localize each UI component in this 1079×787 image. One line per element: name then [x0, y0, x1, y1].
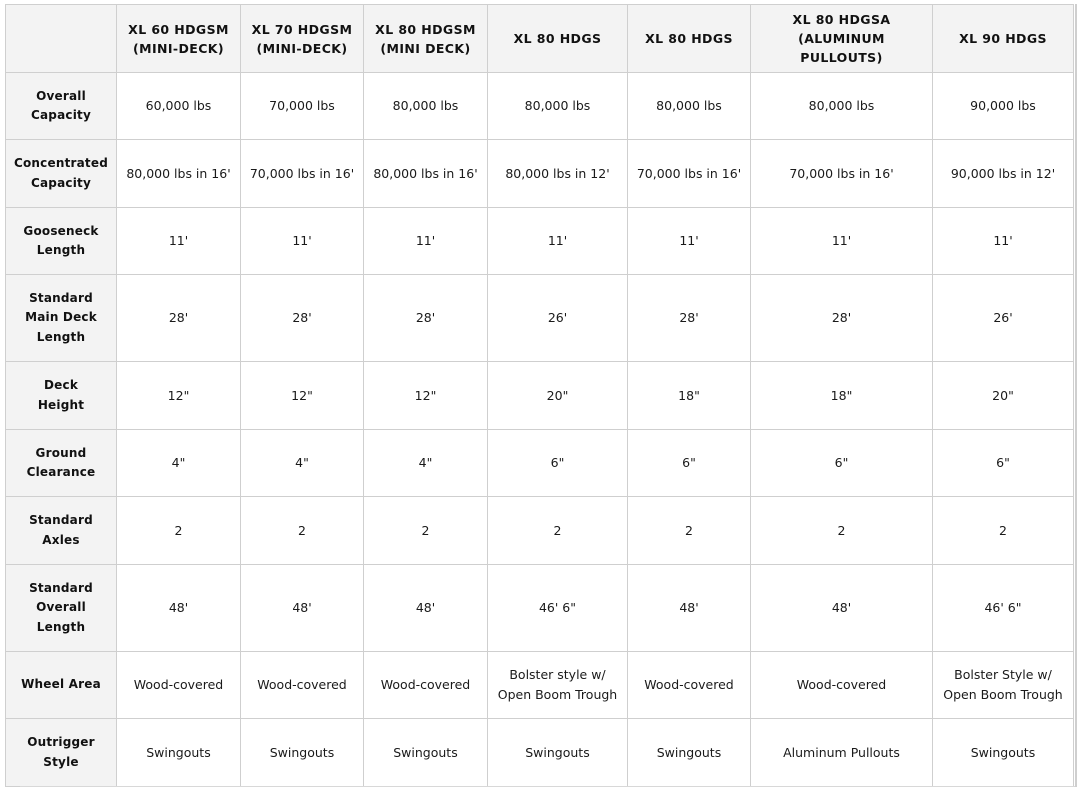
cell-text-line: XL 80 HDGS	[645, 31, 733, 46]
table-cell	[628, 719, 751, 787]
cell-text-line: 11'	[679, 233, 699, 248]
table-cell	[241, 497, 364, 565]
header-row	[6, 5, 1074, 73]
table-cell	[488, 430, 628, 497]
cell-text-line: (MINI-DECK)	[256, 40, 348, 56]
table-cell	[488, 73, 628, 140]
cell-text-line: 48'	[168, 600, 189, 615]
cell-text-line: Length	[36, 243, 86, 257]
cell-text-line: XL 80 HDGSA	[792, 12, 891, 27]
table-cell	[933, 430, 1074, 497]
cell-text-line: 2	[553, 522, 562, 538]
cell-text-line: 12"	[291, 387, 313, 403]
cell-text-line: 2	[837, 522, 846, 538]
cell-text-line: 4"	[171, 455, 186, 470]
table-row	[6, 275, 1074, 362]
table-right-edge	[1075, 4, 1077, 787]
cell-text-line: 46' 6"	[984, 600, 1022, 615]
cell-text-line: 48'	[292, 600, 312, 615]
table-row	[6, 430, 1074, 497]
cell-text-line: 11'	[993, 233, 1013, 248]
cell-text-line: Style	[43, 754, 79, 769]
cell-text-line: 11'	[547, 233, 568, 248]
table-cell	[488, 362, 628, 430]
cell-text-line: 11'	[292, 233, 312, 248]
cell-text-line: Aluminum Pullouts	[783, 744, 900, 760]
column-header	[628, 5, 751, 73]
table-cell	[364, 652, 488, 719]
table-cell	[628, 208, 751, 275]
cell-text-line: Standard	[29, 513, 93, 527]
table-cell	[933, 362, 1074, 430]
table-cell	[933, 719, 1074, 787]
table-row	[6, 652, 1074, 719]
cell-text-line: XL 60 HDGSM	[128, 21, 229, 37]
table-cell	[488, 719, 628, 787]
column-header	[751, 5, 933, 73]
table-cell	[628, 140, 751, 208]
cell-text-line: 80,000 lbs in 16'	[373, 165, 478, 181]
table-cell	[751, 362, 933, 430]
cell-text-line: (MINI-DECK)	[133, 40, 224, 56]
cell-text-line: Open Boom Trough	[943, 687, 1063, 702]
table-cell	[933, 565, 1074, 652]
table-cell	[488, 497, 628, 565]
cell-text-line: 28'	[168, 310, 189, 325]
cell-text-line: Wood-covered	[796, 677, 887, 692]
cell-text-line: 48'	[415, 600, 436, 615]
table-row	[6, 497, 1074, 565]
table-cell	[117, 362, 241, 430]
table-cell	[488, 652, 628, 719]
cell-text-line: XL 80 HDGS	[513, 31, 602, 46]
table-cell	[628, 430, 751, 497]
cell-text-line: Outrigger	[27, 735, 95, 749]
table-cell	[488, 565, 628, 652]
cell-text-line: Wood-covered	[257, 677, 347, 692]
cell-text-line: Swingouts	[393, 744, 458, 760]
table-cell	[241, 208, 364, 275]
table-cell	[117, 275, 241, 362]
table-row	[6, 208, 1074, 275]
cell-text-line: 18"	[678, 387, 700, 403]
table-cell	[117, 208, 241, 275]
cell-text-line: Bolster Style w/	[954, 667, 1052, 682]
column-header	[241, 5, 364, 73]
cell-text-line: 2	[421, 522, 430, 538]
cell-text-line: 11'	[831, 233, 852, 248]
cell-text-line: 80,000 lbs	[524, 98, 591, 113]
table-cell	[117, 497, 241, 565]
cell-text-line: 18"	[830, 387, 853, 403]
table-cell	[933, 497, 1074, 565]
cell-text-line: 6"	[550, 455, 565, 470]
table-cell	[364, 73, 488, 140]
table-cell	[488, 140, 628, 208]
cell-text-line: Standard	[29, 290, 93, 305]
cell-text-line: 2	[174, 522, 183, 538]
cell-text-line: 80,000 lbs in 12'	[505, 165, 610, 181]
table-cell	[241, 652, 364, 719]
row-header	[6, 719, 117, 787]
cell-text-line: 70,000 lbs	[269, 98, 335, 113]
row-header	[6, 430, 117, 497]
table-cell	[117, 565, 241, 652]
cell-text-line: 70,000 lbs in 16'	[789, 165, 894, 181]
table-row	[6, 565, 1074, 652]
table-cell	[364, 430, 488, 497]
table-cell	[933, 73, 1074, 140]
cell-text-line: 2	[298, 522, 306, 538]
trailer-spec-table	[5, 4, 1074, 787]
table-cell	[364, 497, 488, 565]
cell-text-line: 6"	[996, 455, 1010, 470]
cell-text-line: Height	[37, 397, 85, 412]
cell-text-line: Deck	[44, 378, 78, 392]
table-cell	[933, 140, 1074, 208]
table-cell	[628, 73, 751, 140]
cell-text-line: Swingouts	[656, 744, 722, 760]
corner-cell	[6, 5, 117, 73]
table-cell	[364, 208, 488, 275]
cell-text-line: 46' 6"	[538, 600, 577, 615]
table-cell	[933, 208, 1074, 275]
cell-text-line: Wood-covered	[133, 677, 224, 692]
cell-text-line: Swingouts	[525, 744, 590, 760]
table-cell	[117, 430, 241, 497]
cell-text-line: 80,000 lbs	[808, 98, 875, 113]
row-header	[6, 652, 117, 719]
cell-text-line: 80,000 lbs	[392, 98, 459, 113]
cell-text-line: 2	[999, 522, 1007, 538]
table-header	[6, 5, 1074, 73]
table-cell	[488, 275, 628, 362]
cell-text-line: Clearance	[26, 465, 96, 479]
cell-text-line: Axles	[42, 532, 80, 547]
cell-text-line: Ground	[35, 445, 87, 460]
table-cell	[364, 275, 488, 362]
row-header	[6, 497, 117, 565]
cell-text-line: 26'	[547, 310, 568, 325]
table-cell	[488, 208, 628, 275]
cell-text-line: 48'	[831, 600, 852, 615]
row-header	[6, 73, 117, 140]
column-header	[117, 5, 241, 73]
table-body	[6, 73, 1074, 787]
cell-text-line: 20"	[546, 387, 569, 403]
table-cell	[751, 719, 933, 787]
cell-text-line: 4"	[418, 455, 433, 470]
cell-text-line: Wheel Area	[21, 677, 101, 692]
cell-text-line: 60,000 lbs	[145, 98, 212, 113]
cell-text-line: 6"	[834, 455, 849, 470]
table-cell	[628, 362, 751, 430]
table-row	[6, 719, 1074, 787]
cell-text-line: Bolster style w/	[509, 667, 606, 682]
table-cell	[751, 430, 933, 497]
cell-text-line: Wood-covered	[380, 677, 471, 692]
table-row	[6, 362, 1074, 430]
cell-text-line: Capacity	[31, 108, 91, 122]
cell-text-line: 70,000 lbs in 16'	[636, 165, 742, 181]
cell-text-line: 6"	[682, 455, 696, 470]
cell-text-line: Concentrated	[13, 156, 108, 170]
cell-text-line: 12"	[414, 387, 437, 403]
cell-text-line: 26'	[993, 310, 1013, 325]
table-cell	[751, 208, 933, 275]
cell-text-line: 90,000 lbs in 12'	[950, 165, 1056, 181]
table-cell	[751, 140, 933, 208]
cell-text-line: 28'	[415, 310, 436, 325]
cell-text-line: (ALUMINUM PULLOUTS)	[798, 31, 885, 65]
cell-text-line: 70,000 lbs in 16'	[249, 165, 355, 181]
cell-text-line: 48'	[679, 600, 699, 615]
cell-text-line: 11'	[168, 233, 189, 248]
table-cell	[241, 275, 364, 362]
table-cell	[241, 719, 364, 787]
table-cell	[628, 565, 751, 652]
row-header	[6, 362, 117, 430]
column-header	[488, 5, 628, 73]
cell-text-line: Open Boom Trough	[497, 687, 618, 702]
table-cell	[117, 652, 241, 719]
table-cell	[364, 140, 488, 208]
column-header	[933, 5, 1074, 73]
cell-text-line: 4"	[295, 455, 309, 470]
cell-text-line: XL 90 HDGS	[959, 31, 1047, 46]
cell-text-line: Standard	[29, 580, 93, 595]
table-cell	[628, 497, 751, 565]
cell-text-line: Swingouts	[970, 744, 1036, 760]
cell-text-line: Overall	[36, 600, 86, 615]
table-cell	[933, 652, 1074, 719]
cell-text-line: 80,000 lbs in 16'	[126, 165, 231, 181]
table-cell	[241, 140, 364, 208]
cell-text-line: XL 70 HDGSM	[251, 21, 353, 37]
table-cell	[117, 719, 241, 787]
table-cell	[364, 719, 488, 787]
table-cell	[751, 497, 933, 565]
table-cell	[241, 565, 364, 652]
cell-text-line: Length	[36, 329, 86, 344]
table-cell	[628, 652, 751, 719]
cell-text-line: Swingouts	[146, 744, 211, 760]
table-cell	[751, 652, 933, 719]
table-cell	[364, 362, 488, 430]
cell-text-line: (MINI DECK)	[380, 40, 471, 56]
cell-text-line: Gooseneck	[23, 223, 99, 238]
table-cell	[628, 275, 751, 362]
table-cell	[751, 565, 933, 652]
table-cell	[364, 565, 488, 652]
cell-text-line: XL 80 HDGSM	[375, 21, 476, 37]
table-cell	[241, 362, 364, 430]
cell-text-line: 28'	[679, 310, 699, 325]
table-cell	[117, 73, 241, 140]
cell-text-line: 2	[685, 522, 693, 538]
cell-text-line: 90,000 lbs	[970, 98, 1036, 113]
table-cell	[241, 430, 364, 497]
cell-text-line: Capacity	[31, 175, 91, 190]
cell-text-line: 28'	[292, 310, 312, 325]
cell-text-line: 20"	[992, 387, 1014, 403]
cell-text-line: Wood-covered	[644, 677, 734, 692]
cell-text-line: Overall	[36, 88, 86, 103]
row-header	[6, 565, 117, 652]
table-cell	[933, 275, 1074, 362]
cell-text-line: Length	[36, 619, 86, 634]
column-header	[364, 5, 488, 73]
table-row	[6, 140, 1074, 208]
table-cell	[241, 73, 364, 140]
row-header	[6, 140, 117, 208]
table-cell	[751, 275, 933, 362]
cell-text-line: 11'	[415, 233, 436, 248]
table-cell	[117, 140, 241, 208]
cell-text-line: 12"	[167, 387, 190, 403]
cell-text-line: 28'	[831, 310, 852, 325]
table-cell	[751, 73, 933, 140]
table-row	[6, 73, 1074, 140]
cell-text-line: Main Deck	[25, 310, 97, 325]
cell-text-line: 80,000 lbs	[656, 98, 722, 113]
cell-text-line: Swingouts	[269, 744, 335, 760]
row-header	[6, 208, 117, 275]
row-header	[6, 275, 117, 362]
